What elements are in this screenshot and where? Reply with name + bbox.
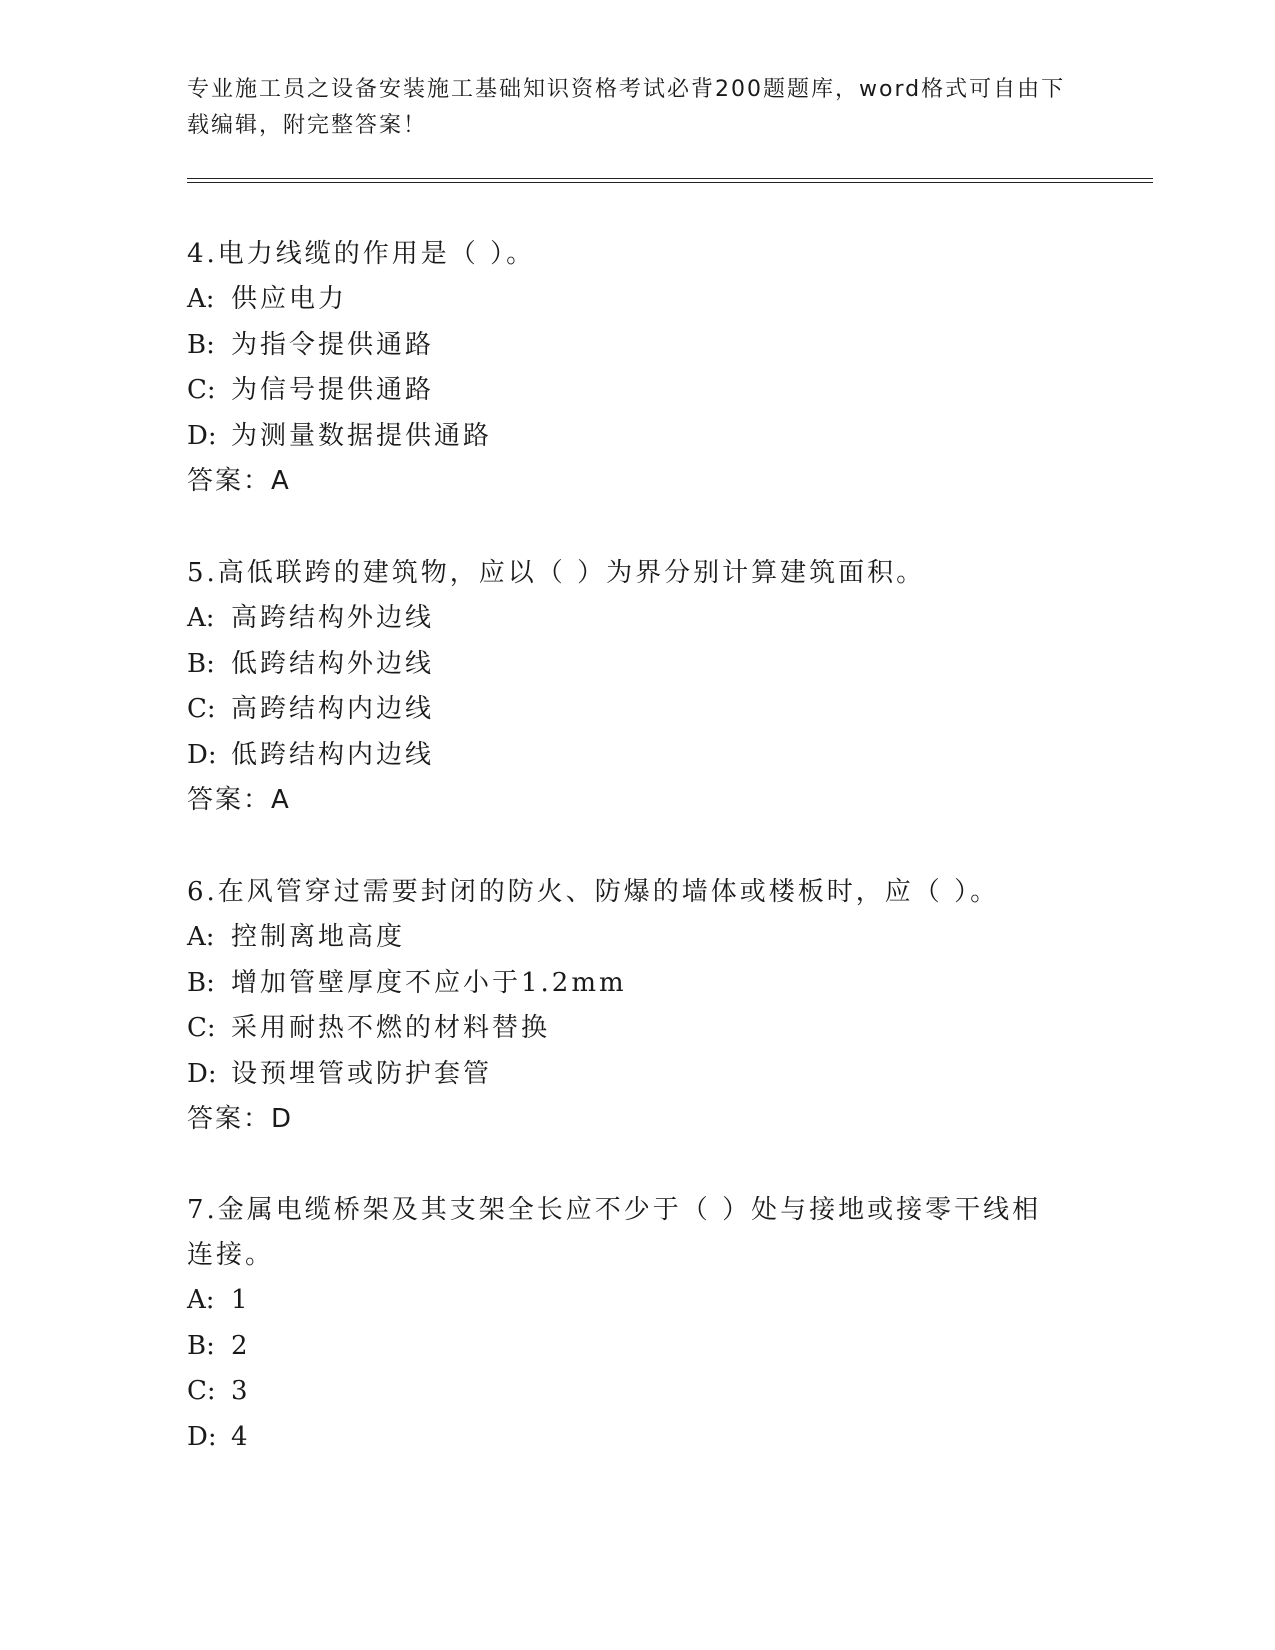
answer-value: A <box>271 466 291 496</box>
option-text: 设预埋管或防护套管 <box>231 1058 493 1089</box>
option-key: D: <box>187 739 217 770</box>
header-divider-top <box>187 178 1153 179</box>
question-4 <box>187 232 1087 504</box>
document-intro: 专业施工员之设备安装施工基础知识资格考试必背200题题库，word格式可自由下载编辑，附完整答案！ <box>187 77 1066 138</box>
question-stem: 6.在风管穿过需要封闭的防火、防爆的墙体或楼板时，应（ ）。 <box>187 877 1000 907</box>
option-key: B: <box>187 1330 215 1361</box>
option-text: 1 <box>231 1285 251 1315</box>
answer-line <box>187 1097 1087 1142</box>
answer-line <box>187 459 1087 504</box>
option-text: 为信号提供通路 <box>231 375 435 405</box>
option-b <box>187 642 1087 688</box>
option-c <box>187 1369 1087 1415</box>
option-text: 为指令提供通路 <box>231 329 435 360</box>
option-text: 为测量数据提供通路 <box>231 420 493 451</box>
option-c <box>187 687 1087 733</box>
option-key: A: <box>187 284 215 314</box>
option-c <box>187 1006 1087 1052</box>
option-a <box>187 277 1087 323</box>
option-c <box>187 368 1087 414</box>
question-stem: 7.金属电缆桥架及其支架全长应不少于（ ）处与接地或接零干线相连接。 <box>187 1195 1042 1270</box>
option-key: D: <box>187 1058 217 1089</box>
option-key: A: <box>187 603 215 633</box>
question-6 <box>187 870 1087 1142</box>
option-text: 供应电力 <box>231 284 348 314</box>
option-d <box>187 733 1087 779</box>
answer-label: 答案： <box>187 466 272 496</box>
answer-label: 答案： <box>187 1104 272 1134</box>
option-text: 高跨结构内边线 <box>231 694 435 724</box>
answer-value: D <box>271 1104 294 1134</box>
header-divider-bottom <box>187 182 1153 183</box>
option-b <box>187 323 1087 369</box>
option-key: D: <box>187 1421 217 1452</box>
option-text: 低跨结构外边线 <box>231 648 435 679</box>
option-text: 低跨结构内边线 <box>231 739 435 770</box>
option-b <box>187 961 1087 1007</box>
option-key: C: <box>187 1013 216 1043</box>
answer-label: 答案： <box>187 785 272 815</box>
option-key: C: <box>187 375 216 405</box>
option-a <box>187 596 1087 642</box>
option-a <box>187 1278 1087 1324</box>
option-text: 控制离地高度 <box>231 922 406 952</box>
answer-value: A <box>271 785 291 815</box>
question-7 <box>187 1188 1087 1460</box>
question-stem: 5.高低联跨的建筑物，应以（ ）为界分别计算建筑面积。 <box>187 558 926 588</box>
answer-line <box>187 778 1087 823</box>
option-key: D: <box>187 420 217 451</box>
option-text: 增加管壁厚度不应小于1.2mm <box>231 967 627 998</box>
option-key: B: <box>187 648 215 679</box>
option-text: 4 <box>231 1421 251 1452</box>
option-a <box>187 915 1087 961</box>
option-b <box>187 1324 1087 1370</box>
option-text: 3 <box>231 1376 251 1406</box>
option-key: A: <box>187 922 215 952</box>
option-text: 高跨结构外边线 <box>231 603 435 633</box>
option-key: B: <box>187 329 215 360</box>
option-d <box>187 1052 1087 1098</box>
option-key: C: <box>187 694 216 724</box>
question-stem: 4.电力线缆的作用是（ ）。 <box>187 239 536 269</box>
question-5 <box>187 551 1087 823</box>
option-d <box>187 414 1087 460</box>
option-d <box>187 1415 1087 1461</box>
option-text: 采用耐热不燃的材料替换 <box>231 1013 551 1043</box>
option-text: 2 <box>231 1330 251 1361</box>
option-key: B: <box>187 967 215 998</box>
option-key: A: <box>187 1285 215 1315</box>
option-key: C: <box>187 1376 216 1406</box>
